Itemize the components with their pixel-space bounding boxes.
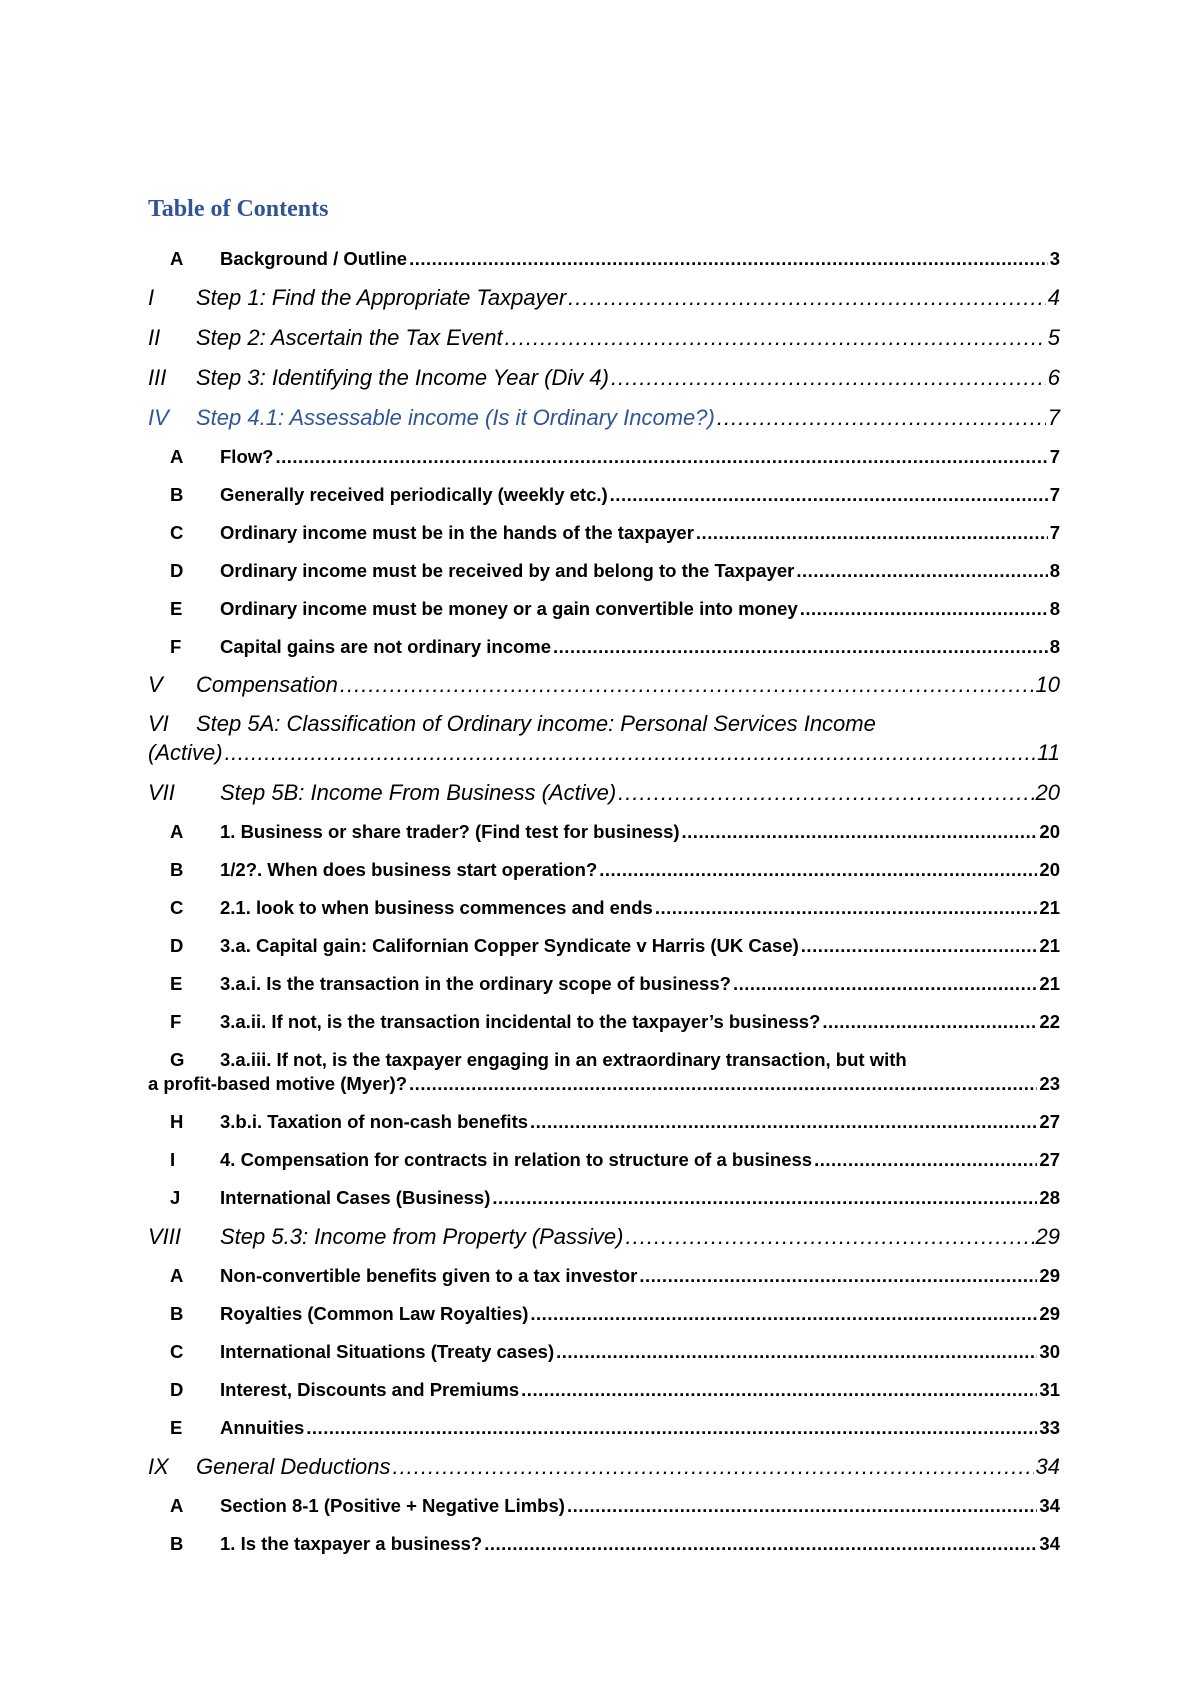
toc-entry-page: 7	[1049, 484, 1060, 505]
toc-entry-business-or-share-trader[interactable]	[148, 821, 1060, 843]
toc-entry-number: F	[170, 636, 182, 657]
toc-entry-text: 4. Compensation for contracts in relation to structure of a business	[220, 1149, 813, 1170]
toc-title: Table of Contents	[148, 196, 329, 222]
toc-entry-text: 1. Business or share trader? (Find test for business)	[220, 821, 680, 842]
toc-entry-page: 34	[1035, 1454, 1060, 1479]
toc-entry-page: 29	[1039, 1265, 1060, 1286]
toc-entry-annuities[interactable]	[148, 1417, 1060, 1439]
dot-leader	[682, 821, 1038, 843]
toc-entry-international-situations[interactable]	[148, 1341, 1060, 1363]
dot-leader	[696, 522, 1048, 544]
dot-leader	[409, 1073, 1037, 1095]
toc-entry-page: 5	[1047, 325, 1060, 350]
toc-entry-page: 33	[1039, 1417, 1060, 1438]
toc-entry-number: II	[148, 325, 161, 350]
dot-leader	[530, 1111, 1037, 1133]
toc-entry-text: International Cases (Business)	[220, 1187, 491, 1208]
toc-entry-page: 7	[1049, 522, 1060, 543]
toc-entry-non-cash-benefits[interactable]	[148, 1111, 1060, 1133]
toc-entry-page: 27	[1039, 1149, 1060, 1170]
toc-entry-step-1[interactable]	[148, 285, 1060, 311]
toc-entry-page: 34	[1039, 1495, 1060, 1516]
toc-entry-text: General Deductions	[196, 1454, 391, 1479]
toc-entry-incidental[interactable]	[148, 1011, 1060, 1033]
toc-entry-page: 11	[1037, 740, 1060, 765]
toc-entry-number: G	[170, 1049, 185, 1070]
toc-entry-text: Interest, Discounts and Premiums	[220, 1379, 520, 1400]
toc-entry-number: C	[170, 897, 184, 918]
toc-entry-compensation[interactable]	[148, 672, 1060, 698]
toc-entry-number: B	[170, 859, 184, 880]
toc-entry-page: 21	[1039, 973, 1060, 994]
toc-entry-text: International Situations (Treaty cases)	[220, 1341, 555, 1362]
toc-entry-text: 3.b.i. Taxation of non-cash benefits	[220, 1111, 529, 1132]
toc-entry-number: H	[170, 1111, 184, 1132]
toc-entry-money-or-gain[interactable]	[148, 598, 1060, 620]
toc-entry-text: 3.a.iii. If not, is the taxpayer engaging in an extraordinary transaction, but with	[220, 1049, 907, 1070]
toc-entry-number: VII	[148, 780, 175, 805]
toc-entry-number: J	[170, 1187, 181, 1208]
toc-entry-text: Ordinary income must be in the hands of the taxpayer	[220, 522, 694, 543]
toc-entry-number: I	[148, 285, 155, 310]
dot-leader	[492, 1187, 1037, 1209]
toc-entry-page: 20	[1039, 821, 1060, 842]
toc-entry-extraordinary-transaction-continued[interactable]	[148, 1073, 1060, 1095]
toc-entry-number: III	[148, 365, 167, 390]
dot-leader	[796, 560, 1047, 582]
toc-entry-number: A	[170, 446, 184, 467]
toc-entry-text: Section 8-1 (Positive + Negative Limbs)	[220, 1495, 565, 1516]
toc-entry-number: E	[170, 1417, 183, 1438]
dot-leader	[409, 248, 1048, 270]
toc-entry-number: A	[170, 1495, 184, 1516]
toc-entry-text: Compensation	[196, 672, 338, 697]
toc-entry-number: B	[170, 1303, 184, 1324]
dot-leader	[611, 365, 1046, 391]
toc-entry-number: C	[170, 522, 184, 543]
toc-entry-number: E	[170, 973, 183, 994]
toc-entry-number: B	[170, 484, 184, 505]
toc-entry-page: 28	[1039, 1187, 1060, 1208]
toc-entry-text: Ordinary income must be money or a gain convertible into money	[220, 598, 798, 619]
toc-entry-royalties[interactable]	[148, 1303, 1060, 1325]
toc-entry-section-8-1[interactable]	[148, 1495, 1060, 1517]
dot-leader	[610, 484, 1048, 506]
toc-entry-text: Step 1: Find the Appropriate Taxpayer	[196, 285, 567, 310]
toc-entry-text: Generally received periodically (weekly etc.)	[220, 484, 608, 505]
dot-leader	[733, 973, 1037, 995]
dot-leader	[814, 1149, 1037, 1171]
toc-entry-number: IX	[148, 1454, 169, 1479]
toc-entry-number: IV	[148, 405, 169, 430]
toc-entry-text: 3.a.ii. If not, is the transaction incidental to the taxpayer’s business?	[220, 1011, 821, 1032]
dot-leader	[717, 405, 1046, 431]
toc-entry-page: 3	[1049, 248, 1060, 269]
toc-entry-international-cases[interactable]	[148, 1187, 1060, 1209]
toc-entry-page: 6	[1047, 365, 1060, 390]
toc-entry-step-3[interactable]	[148, 365, 1060, 391]
toc-entry-page: 21	[1039, 897, 1060, 918]
toc-entry-general-deductions[interactable]	[148, 1454, 1060, 1480]
dot-leader	[568, 285, 1046, 311]
toc-entry-number: D	[170, 935, 184, 956]
toc-entry-number: E	[170, 598, 183, 619]
toc-entry-text: 1/2?. When does business start operation?	[220, 859, 598, 880]
toc-entry-number: C	[170, 1341, 184, 1362]
toc-entry-page: 23	[1039, 1073, 1060, 1094]
toc-entry-text: Royalties (Common Law Royalties)	[220, 1303, 529, 1324]
toc-entry-step-5a-continued[interactable]	[148, 740, 1060, 766]
dot-leader	[626, 1224, 1034, 1250]
toc-entry-number: A	[170, 1265, 184, 1286]
toc-entry-hands-of-taxpayer[interactable]	[148, 522, 1060, 544]
dot-leader	[801, 935, 1038, 957]
toc-entry-text: Step 4.1: Assessable income (Is it Ordinary Income?)	[196, 405, 715, 430]
toc-entry-page: 8	[1049, 560, 1060, 581]
toc-entry-page: 7	[1047, 405, 1060, 430]
toc-entry-californian-copper[interactable]	[148, 935, 1060, 957]
toc-entry-periodically[interactable]	[148, 484, 1060, 506]
toc-entry-page: 31	[1039, 1379, 1060, 1400]
toc-entry-number: I	[170, 1149, 176, 1170]
dot-leader	[553, 636, 1048, 658]
toc-entry-is-taxpayer-business[interactable]	[148, 1533, 1060, 1555]
toc-entry-number: F	[170, 1011, 182, 1032]
toc-entry-number: V	[148, 672, 163, 697]
toc-entry-ordinary-scope[interactable]	[148, 973, 1060, 995]
dot-leader	[800, 598, 1048, 620]
dot-leader	[567, 1495, 1037, 1517]
toc-entry-text: 3.a.i. Is the transaction in the ordinary scope of business?	[220, 973, 731, 994]
toc-entry-page: 27	[1039, 1111, 1060, 1132]
dot-leader	[505, 325, 1046, 351]
toc-entry-capital-gains[interactable]	[148, 636, 1060, 658]
toc-entry-compensation-contracts[interactable]	[148, 1149, 1060, 1171]
toc-entry-background-outline[interactable]	[148, 248, 1060, 270]
dot-leader	[822, 1011, 1037, 1033]
toc-entry-page: 22	[1039, 1011, 1060, 1032]
dot-leader	[599, 859, 1037, 881]
toc-entry-number: A	[170, 248, 184, 269]
toc-entry-text: 3.a. Capital gain: Californian Copper Syndicate v Harris (UK Case)	[220, 935, 799, 956]
toc-entry-number: D	[170, 1379, 184, 1400]
toc-entry-number: A	[170, 821, 184, 842]
toc-entry-text: Capital gains are not ordinary income	[220, 636, 552, 657]
dot-leader	[275, 446, 1047, 468]
toc-entry-business-start[interactable]	[148, 859, 1060, 881]
toc-entry-page: 8	[1049, 636, 1060, 657]
toc-entry-text: Flow?	[220, 446, 274, 467]
toc-entry-step-5-3[interactable]	[148, 1224, 1060, 1250]
toc-entry-number: B	[170, 1533, 184, 1554]
dot-leader	[556, 1341, 1037, 1363]
toc-entry-text: Step 5A: Classification of Ordinary income: Personal Services Income	[196, 711, 876, 736]
toc-entry-text: Ordinary income must be received by and belong to the Taxpayer	[220, 560, 795, 581]
toc-entry-page: 20	[1039, 859, 1060, 880]
toc-entry-number: VIII	[148, 1224, 182, 1249]
toc-entry-text: Step 5B: Income From Business (Active)	[220, 780, 617, 805]
toc-entry-text-continued: a profit-based motive (Myer)?	[148, 1073, 408, 1094]
toc-entry-step-5b[interactable]	[148, 780, 1060, 806]
dot-leader	[225, 740, 1036, 766]
toc-entry-text: 1. Is the taxpayer a business?	[220, 1533, 483, 1554]
toc-entry-text: Step 2: Ascertain the Tax Event	[196, 325, 503, 350]
dot-leader	[484, 1533, 1037, 1555]
toc-entry-step-5a[interactable]	[148, 711, 1060, 737]
toc-entry-number: D	[170, 560, 184, 581]
toc-entry-text-continued: (Active)	[148, 740, 223, 765]
dot-leader	[639, 1265, 1037, 1287]
dot-leader	[618, 780, 1033, 806]
table-of-contents	[148, 0, 1060, 1698]
toc-entry-page: 7	[1049, 446, 1060, 467]
dot-leader	[340, 672, 1034, 698]
toc-entry-interest-discounts[interactable]	[148, 1379, 1060, 1401]
toc-entry-page: 30	[1039, 1341, 1060, 1362]
toc-entry-page: 21	[1039, 935, 1060, 956]
toc-entry-text: Step 5.3: Income from Property (Passive)	[220, 1224, 624, 1249]
toc-entry-text: Non-convertible benefits given to a tax investor	[220, 1265, 638, 1286]
toc-entry-page: 29	[1039, 1303, 1060, 1324]
toc-entry-text: Annuities	[220, 1417, 305, 1438]
toc-entry-extraordinary-transaction[interactable]	[148, 1049, 1060, 1071]
toc-entry-number: VI	[148, 711, 169, 736]
toc-entry-non-convertible[interactable]	[148, 1265, 1060, 1287]
toc-entry-page: 29	[1035, 1224, 1060, 1249]
toc-entry-page: 10	[1035, 672, 1060, 697]
dot-leader	[530, 1303, 1037, 1325]
toc-entry-step-4-1[interactable]	[148, 405, 1060, 431]
toc-entry-text: Step 3: Identifying the Income Year (Div 4)	[196, 365, 609, 390]
toc-entry-page: 4	[1047, 285, 1060, 310]
dot-leader	[306, 1417, 1037, 1439]
toc-entry-commences-ends[interactable]	[148, 897, 1060, 919]
dot-leader	[655, 897, 1038, 919]
dot-leader	[392, 1454, 1033, 1480]
toc-entry-step-2[interactable]	[148, 325, 1060, 351]
toc-entry-text: Background / Outline	[220, 248, 408, 269]
toc-entry-page: 8	[1049, 598, 1060, 619]
toc-entry-page: 34	[1039, 1533, 1060, 1554]
dot-leader	[521, 1379, 1037, 1401]
toc-entry-flow[interactable]	[148, 446, 1060, 468]
toc-entry-received-belong[interactable]	[148, 560, 1060, 582]
toc-entry-text: 2.1. look to when business commences and ends	[220, 897, 653, 918]
toc-entry-page: 20	[1035, 780, 1060, 805]
